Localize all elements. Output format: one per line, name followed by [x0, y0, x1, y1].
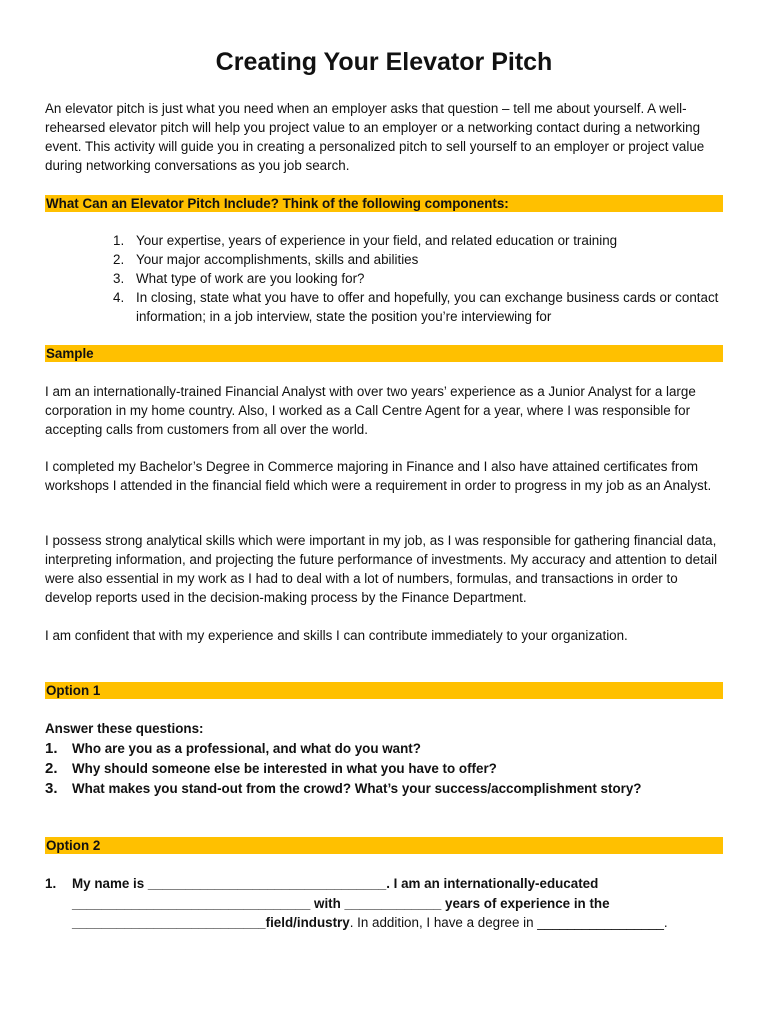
intro-paragraph: An elevator pitch is just what you need when an employer asks that question – tell me about yourself. A well-rehearsed elevator pitch will help you project value to an employer or a networking contact during a networking event. This activity will guide you in creating a personalized pitch to sell yourself to an employer or project value during networking conversations as you job search.: [45, 101, 705, 173]
option1-heading-band: [45, 682, 723, 699]
fill-in-number: 1.: [45, 876, 57, 891]
fill-in-line-2: ________________________________ with _____________ years of experience in the: [72, 895, 610, 911]
list-item-text: In closing, state what you have to offer and hopefully, you can exchange business cards or contact information; in a job interview, state the position you’re interviewing for: [136, 290, 719, 324]
question-item: [45, 759, 723, 779]
question-item: [45, 739, 723, 759]
components-heading: What Can an Elevator Pitch Include? Think of the following components:: [46, 196, 509, 211]
list-item: [113, 250, 723, 269]
question-item: [45, 779, 723, 799]
question-number: 2.: [45, 760, 58, 777]
fill-in-line-3-bold: __________________________field/industry: [72, 915, 350, 930]
option2-heading-band: [45, 837, 723, 854]
list-number: 3.: [113, 271, 125, 286]
question-text: Why should someone else be interested in what you have to offer?: [72, 761, 497, 776]
question-text: What makes you stand-out from the crowd? What’s your success/accomplishment story?: [72, 781, 642, 796]
list-item: [113, 288, 723, 326]
sample-paragraph: I am an internationally-trained Financial Analyst with over two years’ experience as a Junior Analyst for a large corporation in my home country. Also, I worked as a Call Centre Agent for a year, where I was responsible for accepting calls from customers from all over the world.: [45, 384, 696, 437]
sample-heading: Sample: [46, 346, 94, 361]
option2-heading: Option 2: [46, 838, 101, 853]
list-item-text: What type of work are you looking for?: [136, 271, 365, 286]
sample-paragraph: I completed my Bachelor’s Degree in Commerce majoring in Finance and I also have attained certificates from workshops I attended in the financial field which were a requirement in order to progress in my job as an Analyst.: [45, 459, 712, 493]
sample-paragraph: I possess strong analytical skills which were important in my job, as I was responsible for gathering financial data, interpreting information, and projecting the future performance of investments. My accuracy and attention to detail were also essential in my work as I had to deal with a lot of numbers, formulas, and transactions in order to develop reports used in the decision-making process by the Finance Department.: [45, 533, 718, 605]
list-item: [113, 269, 723, 288]
list-number: 1.: [113, 233, 125, 248]
question-text: Who are you as a professional, and what do you want?: [72, 741, 421, 756]
page-title: Creating Your Elevator Pitch: [215, 48, 553, 76]
fill-in-line-3: [72, 913, 723, 933]
list-number: 4.: [113, 290, 125, 305]
list-item-text: Your major accomplishments, skills and abilities: [136, 252, 419, 267]
question-number: 1.: [45, 740, 58, 757]
components-list: [113, 231, 723, 326]
sample-heading-band: [45, 345, 723, 362]
list-item: [113, 231, 723, 250]
question-number: 3.: [45, 780, 58, 797]
sample-paragraph: I am confident that with my experience and skills I can contribute immediately to your organization.: [45, 628, 628, 643]
fill-in-line-3-rest: . In addition, I have a degree in _________________.: [349, 915, 668, 930]
fill-in-line-1: My name is ________________________________. I am an internationally-educated: [72, 876, 599, 891]
option1-questions: [45, 739, 723, 799]
option1-heading: Option 1: [46, 683, 101, 698]
components-heading-band: [45, 195, 723, 212]
list-item-text: Your expertise, years of experience in your field, and related education or training: [136, 233, 618, 248]
option1-lead: Answer these questions:: [45, 721, 204, 736]
option2-fill-in-item: [45, 874, 723, 933]
list-number: 2.: [113, 252, 125, 267]
